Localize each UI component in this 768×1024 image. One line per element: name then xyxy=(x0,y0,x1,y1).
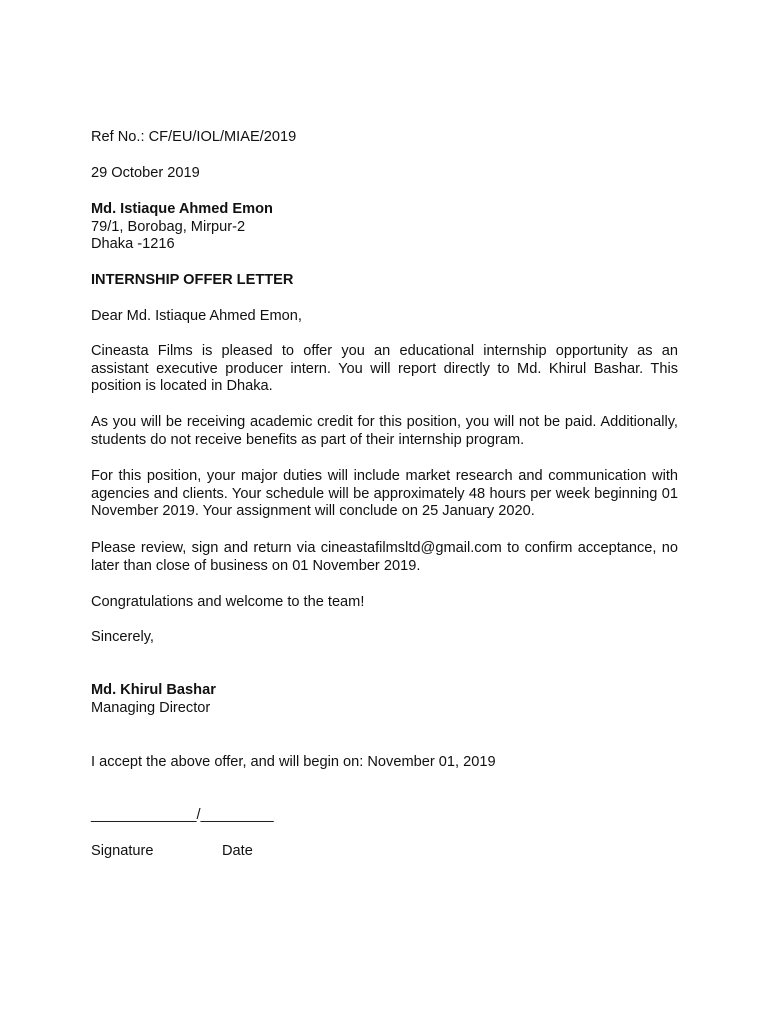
recipient-address-line-1: 79/1, Borobag, Mirpur-2 xyxy=(91,218,246,235)
paragraph-offer: Cineasta Films is pleased to offer you an educational internship opportunity as an assistant executive producer intern. You will report directly to Md. Khirul Bashar. This position is located in Dhaka. xyxy=(91,343,678,395)
signature-date-labels xyxy=(91,843,391,861)
recipient-block xyxy=(91,201,678,254)
letter-subject: INTERNSHIP OFFER LETTER xyxy=(91,272,294,288)
paragraph-duties: For this position, your major duties will include market research and communication with agencies and clients. Your schedule will be approximately 48 hours per week beginning 01 November 2019. Your assignment will conclude on 25 January 2020. xyxy=(91,468,678,520)
signatory-name: Md. Khirul Bashar xyxy=(91,682,216,698)
recipient-address-line-2: Dhaka -1216 xyxy=(91,236,175,253)
date-label: Date xyxy=(222,843,253,859)
valediction: Sincerely, xyxy=(91,629,154,645)
signature-date-blank: _____________/_________ xyxy=(91,807,274,823)
signatory-title: Managing Director xyxy=(91,699,211,716)
paragraph-compensation: As you will be receiving academic credit for this position, you will not be paid. Additionally, students do not receive benefits as part of their internship program. xyxy=(91,414,678,448)
recipient-name: Md. Istiaque Ahmed Emon xyxy=(91,201,273,217)
acceptance-statement: I accept the above offer, and will begin on: November 01, 2019 xyxy=(91,754,496,770)
signature-label: Signature xyxy=(91,843,154,859)
closing-line: Congratulations and welcome to the team! xyxy=(91,594,365,610)
paragraph-acceptance-request: Please review, sign and return via cineastafilmsltd@gmail.com to confirm acceptance, no later than close of business on 01 November 2019. xyxy=(91,540,678,574)
reference-number: Ref No.: CF/EU/IOL/MIAE/2019 xyxy=(91,129,297,145)
salutation: Dear Md. Istiaque Ahmed Emon, xyxy=(91,308,302,324)
signatory-block xyxy=(91,682,678,717)
letter-date: 29 October 2019 xyxy=(91,165,200,181)
